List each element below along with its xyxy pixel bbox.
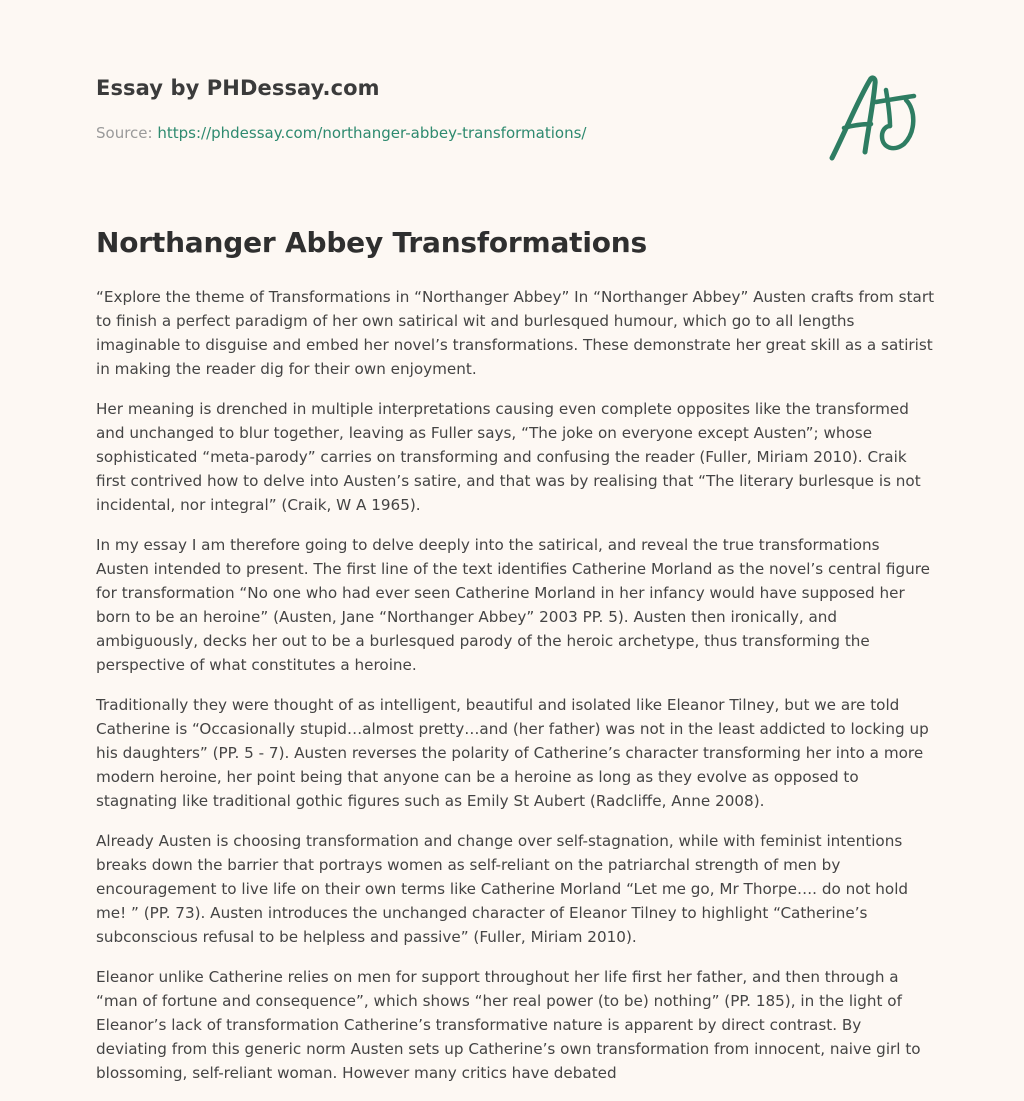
source-label: Source: xyxy=(96,124,153,142)
paragraph: In my essay I am therefore going to delve deeply into the satirical, and reveal the true transformations Austen intended to present. The first line of the text identifies Catherine Morland as the novel’s central figure for transformation “No one who had ever seen Catherine Morland in her infancy would have supposed her born to be an heroine” (Austen, Jane “Northanger Abbey” 2003 PP. 5). Austen then ironically, and ambiguously, decks her out to be a burlesqued parody of the heroic archetype, thus transforming the perspective of what constitutes a heroine. xyxy=(96,536,931,674)
a-plus-logo xyxy=(824,70,924,162)
paragraph: Her meaning is drenched in multiple interpretations causing even complete opposites like the transformed and unchanged to blur together, leaving as Fuller says, “The joke on everyone except Austen”; whose sophisticated “meta-parody” carries on transforming and confusing the reader (Fuller, Miriam 2010). Craik first contrived how to delve into Austen’s satire, and that was by realising that “The literary burlesque is not incidental, nor integral” (Craik, W A 1965). xyxy=(96,400,921,514)
paragraph: “Explore the theme of Transformations in “Northanger Abbey” In “Northanger Abbey” Austen crafts from start to finish a perfect paradigm of her own satirical wit and burlesqued humour, which go to all lengths imaginable to disguise and embed her novel’s transformations. These demonstrate her great skill as a satirist in making the reader dig for their own enjoyment. xyxy=(96,288,935,378)
paragraph: Traditionally they were thought of as intelligent, beautiful and isolated like Eleanor Tilney, but we are told Catherine is “Occasionally stupid…almost pretty…and (her father) was not in the least addicted to locking up his daughters” (PP. 5 - 7). Austen reverses the polarity of Catherine’s character transforming her into a more modern heroine, her point being that anyone can be a heroine as long as they evolve as opposed to stagnating like traditional gothic figures such as Emily St Aubert (Radcliffe, Anne 2008). xyxy=(96,696,929,810)
article-title: Northanger Abbey Transformations xyxy=(96,226,648,259)
source-line xyxy=(96,124,586,142)
paragraph: Already Austen is choosing transformation and change over self-stagnation, while with feminist intentions breaks down the barrier that portrays women as self-reliant on the patriarchal strength of men by encouragement to live life on their own terms like Catherine Morland “Let me go, Mr Thorpe…. do not hold me! ” (PP. 73). Austen introduces the unchanged character of Eleanor Tilney to highlight “Catherine’s subconscious refusal to be helpless and passive” (Fuller, Miriam 2010). xyxy=(96,832,909,946)
source-link[interactable]: https://phdessay.com/northanger-abbey-transformations/ xyxy=(157,124,587,142)
brand-title: Essay by PHDessay.com xyxy=(96,76,380,100)
article-body xyxy=(96,285,936,1101)
paragraph: Eleanor unlike Catherine relies on men for support throughout her life first her father, and then through a “man of fortune and consequence”, which shows “her real power (to be) nothing” (PP. 185), in the light of Eleanor’s lack of transformation Catherine’s transformative nature is apparent by direct contrast. By deviating from this generic norm Austen sets up Catherine’s own transformation from innocent, naive girl to blossoming, self-reliant woman. However many critics have debated xyxy=(96,968,921,1082)
page-header xyxy=(96,76,928,166)
